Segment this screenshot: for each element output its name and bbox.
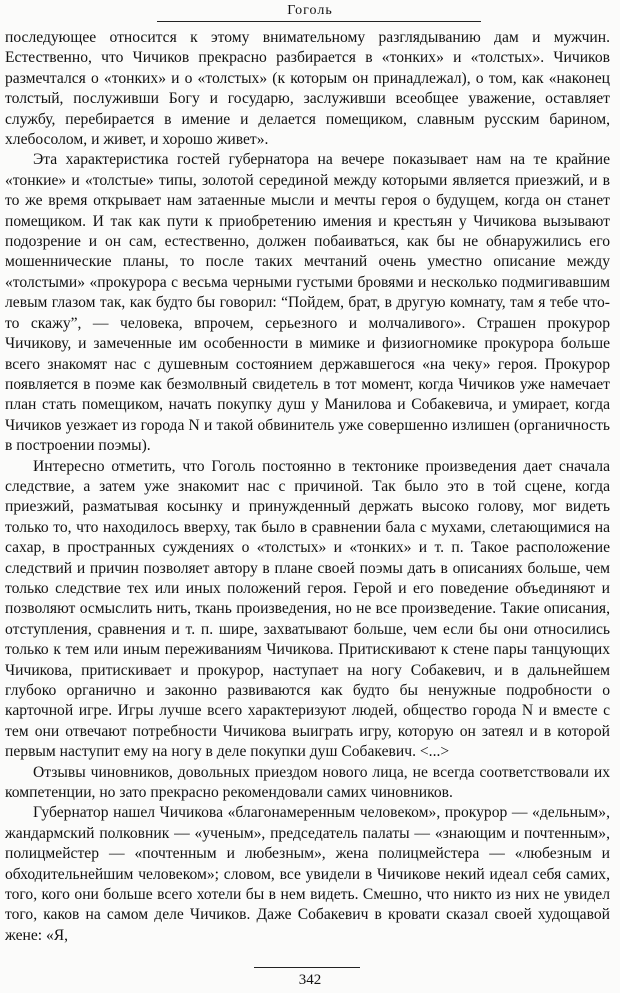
footer-rule (254, 967, 360, 968)
paragraph: Эта характеристика гостей губернатора на вечере показывает нам на те крайние «тонкие» и «толстые» типы, золотой серединой между которыми является приезжий, и в то же время открывает нам затаенные мысли и мечты героя о будущем, когда он станет помещиком. И так как пути к приобретению имения и крестьян у Чичикова вызывают подозрение и он сам, естественно, должен побаиваться, как бы не обнаружились его мошеннические планы, то после таких мечтаний очень уместно описание между «толстыми» «прокурора с весьма черными густыми бровями и несколько подмигивавшим левым глазом так, как будто бы говорил: “Пойдем, брат, в другую комнату, там я тебе что-то скажу”, — человека, впрочем, серьезного и молчаливого». Страшен прокурор Чичикову, и замеченные им особенности в мимике и физиогномике прокурора больше всего знакомят нас с душевным состоянием державшегося «на чеку» героя. Прокурор появляется в поэме как безмолвный свидетель в тот момент, когда Чичиков уже намечает план стать помещиком, начать покупку душ у Манилова и Собакевича, и умирает, когда Чичиков уезжает из города N и такой обвинитель уже совершенно излишен (органичность в построении поэмы). (5, 151, 610, 455)
paragraph: Интересно отметить, что Гоголь постоянно в тектонике произведения дает сначала следствие, а затем уже знакомит нас с причиной. Так было это в той сцене, когда приезжий, разматывая косынку и принужденный держать высоко голову, мог видеть только то, что находилось вверху, так было в сравнении бала с мухами, слетающимися на сахар, в пространных суждениях о «толстых» и «тонких» и т. п. Такое расположение следствий и причин позволяет автору в плане своей поэмы дать в описаниях больше, чем только следствие тех или иных положений героя. Герой и его поведение объединяют и позволяют осмыслить нить, ткань произведения, но не все произведение. Такие описания, отступления, сравнения и т. п. шире, захватывают больше, чем если бы они относились только к тем или иным переживаниям Чичикова. Притискивают к стене пары танцующих Чичикова, притискивает и прокурор, наступает на ногу Собакевич, и в дальнейшем глубоко органично и законно развиваются как будто бы ненужные подробности о карточной игре. Игры лучше всего характеризуют людей, общество города N и вместе с тем они отвечают потребности Чичикова выиграть игру, которую он затеял и в которой первым наступит ему на ногу в деле покупки душ Собакевич. <...> (5, 457, 610, 761)
header-rule (157, 21, 481, 22)
paragraph: Губернатор нашел Чичикова «благонамеренным человеком», прокурор — «дельным», жандармский полковник — «ученым», председатель палаты — «знающим и почтенным», полицмейстер — «почтенным и любезным», жена полицмейстера — «любезным и обходительнейшим человеком»; словом, все увидели в Чичикове некий идеал себя самих, того, кого они больше всего хотели бы в нем видеть. Смешно, что никто из них не увидел того, каков на самом деле Чичиков. Даже Собакевич в кровати сказал своей худощавой жене: «Я, (5, 804, 610, 944)
body-text (5, 28, 610, 946)
running-title: Гоголь (287, 3, 333, 18)
page-number: 342 (298, 972, 322, 988)
paragraph: Отзывы чиновников, довольных приездом нового лица, не всегда соответствовали их компетенции, но зато прекрасно рекомендовали самих чиновников. (5, 763, 610, 802)
paragraph-continued: последующее относится к этому внимательному разглядыванию дам и мужчин. Естественно, что Чичиков прекрасно разбирается в «тонких» и «толстых». Чичиков размечтался о «тонких» и о «толстых» (к которым он принадлежал), о том, как «наконец толстый, послуживши Богу и государю, заслуживши всеобщее уважение, оставляет службу, перебирается в имение и делается помещиком, славным русским барином, хлебосолом, и живет, и хорошо живет». (5, 29, 610, 149)
